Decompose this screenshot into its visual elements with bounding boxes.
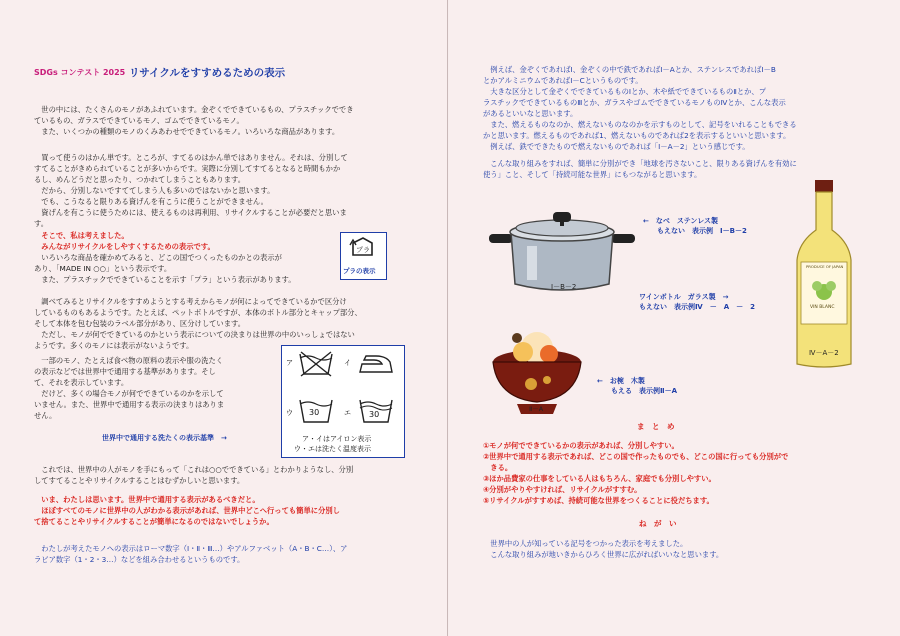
washing-symbols-box <box>281 345 405 458</box>
paragraph-intro: 世の中には、たくさんのモノがあふれています。金ぞくでできているもの、プラスチックででき ているもの、ガラスでできているモノ、ゴムでできているモノ。 また、いくつかの種類のモノのくみあわせでできているモノ。いろいろな商品があります。 <box>34 105 354 136</box>
paragraph-benefit: こんな取り組みをすれば、簡単に分別ができ「地球を汚さないこと、限りある資げんを有効に 使う」こと、そして「持続可能な世界」にもつながると思います。 <box>483 159 797 179</box>
page-title: リサイクルをすすめるための表示 <box>129 67 286 79</box>
bottle-code: Ⅳ－A－2 <box>809 349 839 357</box>
label-i: イ <box>344 359 351 367</box>
pla-recycle-icon <box>341 233 386 267</box>
paragraph-proposal: いま、わたしは思います。世界中で通用する表示があるべきだと。 ほぼすべてのモノに世界中の人がわかる表示があれば、世界中どこへ行っても簡単に分別し て捨てることやリサイクルすることが簡単になるのではないでしょうか。 <box>34 495 340 526</box>
wash-temp-1: 30 <box>309 408 320 417</box>
pla-symbol-box <box>340 232 387 280</box>
paragraph-system: わたしが考えたモノへの表示はローマ数字（Ⅰ・Ⅱ・Ⅲ…）やアルファベット（A・B・C…）、ア ラビア数字（1・2・3…）などを組み合わせるというものです。 <box>34 544 348 564</box>
paragraph-idea: そこで、私は考えました。 みんながリサイクルをしやすくするための表示です。 <box>41 231 215 251</box>
wine-bottle-icon <box>789 180 859 370</box>
bowl-caption: ← お椀 木製 もえる 表示例Ⅱ－A <box>597 377 678 395</box>
svg-text:プラ: プラ <box>356 246 370 254</box>
iron-icon <box>356 352 396 376</box>
no-bleach-icon <box>298 350 334 378</box>
pla-label: プラの表示 <box>343 267 376 275</box>
pot-code: Ⅰ－B－2 <box>551 283 577 291</box>
pot-caption: ← なべ ステンレス製 もえない 表示例 Ⅰ－B－2 <box>643 217 747 235</box>
bottle-produce-text: PRODUCE OF JAPAN <box>806 264 844 269</box>
paragraph-sorting: 調べてみるとリサイクルをすすめようとする考えからモノが何によってできているかで区分け しているものもあるようです。たとえば、ペットボトルですが、本体のボトル部分とキャップ部分、 そして本体を包む包装のラベル部分があり、区分けしています。 ただし、モノが何でできているのかという表示についての決まりは世界の中のいっしょではない ようです。多くのモノには表示がないようです。 <box>34 297 362 350</box>
bottle-vin-text: VIN BLANC <box>810 305 835 310</box>
right-page <box>449 0 900 636</box>
bowl-code: Ⅱ－A <box>529 405 544 413</box>
left-page <box>0 0 448 636</box>
paragraph-labels: いろいろな商品を確かめてみると、どこの国でつくったものかとの表示が あり、「MADE IN ○○」という表示です。 また、プラスチックでできていることを示す「プラ」という表示があります。 <box>34 253 296 284</box>
label-u: ウ <box>286 409 293 417</box>
contest-label: SDGs コンテスト 2025 <box>34 68 126 77</box>
wash-temp-2: 30 <box>369 410 380 419</box>
paragraph-examples: 例えば、金ぞくであればⅠ、金ぞくの中で鉄であればⅠ－Aとか、ステンレスであればⅠ－B とかアルミニウムであればⅠ－Cというものです。 大きな区分として金ぞくでできているものⅠとか、木や紙でできているものⅡとか、プ ラスチックでできているものⅢとか、ガラスやゴムでできているモノものⅣとか、こんな表示 があるといいなと思います。 また、燃えるものなのか、燃えないものなのかを示すものとして、記号をいれることもできる かと思います。燃えるものであれば1、燃えないものであれば2を表示するといいと思います。 例えば、鉄でできたもので燃えないものであれば「Ⅰ－A－2」という感じです。 <box>483 65 797 151</box>
summary-title: ま と め <box>637 422 675 431</box>
wish-title: ね が い <box>639 519 677 528</box>
summary-list: ①モノが何でできているかの表示があれば、分別しやすい。 ②世界中で通用する表示であれば、どこの国で作ったものでも、どこの国に行っても分別がで きる。 ③ほか品費家の仕事をしている人はもちろん、家庭でも分別しやすい。 ④分別がやりやすければ、リサイクルがすすむ。 ⑤リサイクルがすすめば、持続可能な世界をつくることに役だちます。 <box>483 441 789 505</box>
wash-caption: 世界中で通用する洗たくの表示基準 → <box>102 434 227 442</box>
label-a: ア <box>286 359 293 367</box>
wash-note-temp: ウ・エは洗たく温度表示 <box>294 445 371 453</box>
wash-note-iron: ア・イはアイロン表示 <box>302 435 372 443</box>
paragraph-problem: これでは、世界中の人がモノを手にもって「これは○○でできている」とわかりようなし、分別 してすてることやリサイクルすることはむずかしいと思います。 <box>34 465 354 485</box>
paragraph-standards: 一部のモノ、たとえば食べ物の原料の表示や服の洗たく の表示などでは世界中で通用する基準があります。そし て、それを表示しています。 だけど、多くの場合モノが何でできているのかを示して いません。また、世界中で通用する表示の決まりはありま せん。 <box>34 356 225 420</box>
bottle-caption: ワインボトル ガラス製 → もえない 表示例Ⅳ － A － 2 <box>639 293 755 311</box>
wish-text: 世界中の人が知っている記号をつかった表示を考えました。 こんな取り組みが地いきからひろく世界に広がればいいなと思います。 <box>490 539 724 559</box>
paragraph-disposal: 買って使うのはかん単です。ところが、すてるのはかん単ではありません。それは、分別して すてることがきめられていることが多いからです。実際に分別してすてるとなると時間もかか るし、めんどうだと思ったり、つかれてしまうこともあります。 だから、分別しないですててしまう人も多いのではないかと思います。 でも、こうなると限りある資げんを有こうに使うことができません。 資げんを有こうに使うためには、使えるものは再利用、リサイクルすることが必要だと思いま す。 <box>34 153 348 228</box>
label-e: エ <box>344 409 351 417</box>
